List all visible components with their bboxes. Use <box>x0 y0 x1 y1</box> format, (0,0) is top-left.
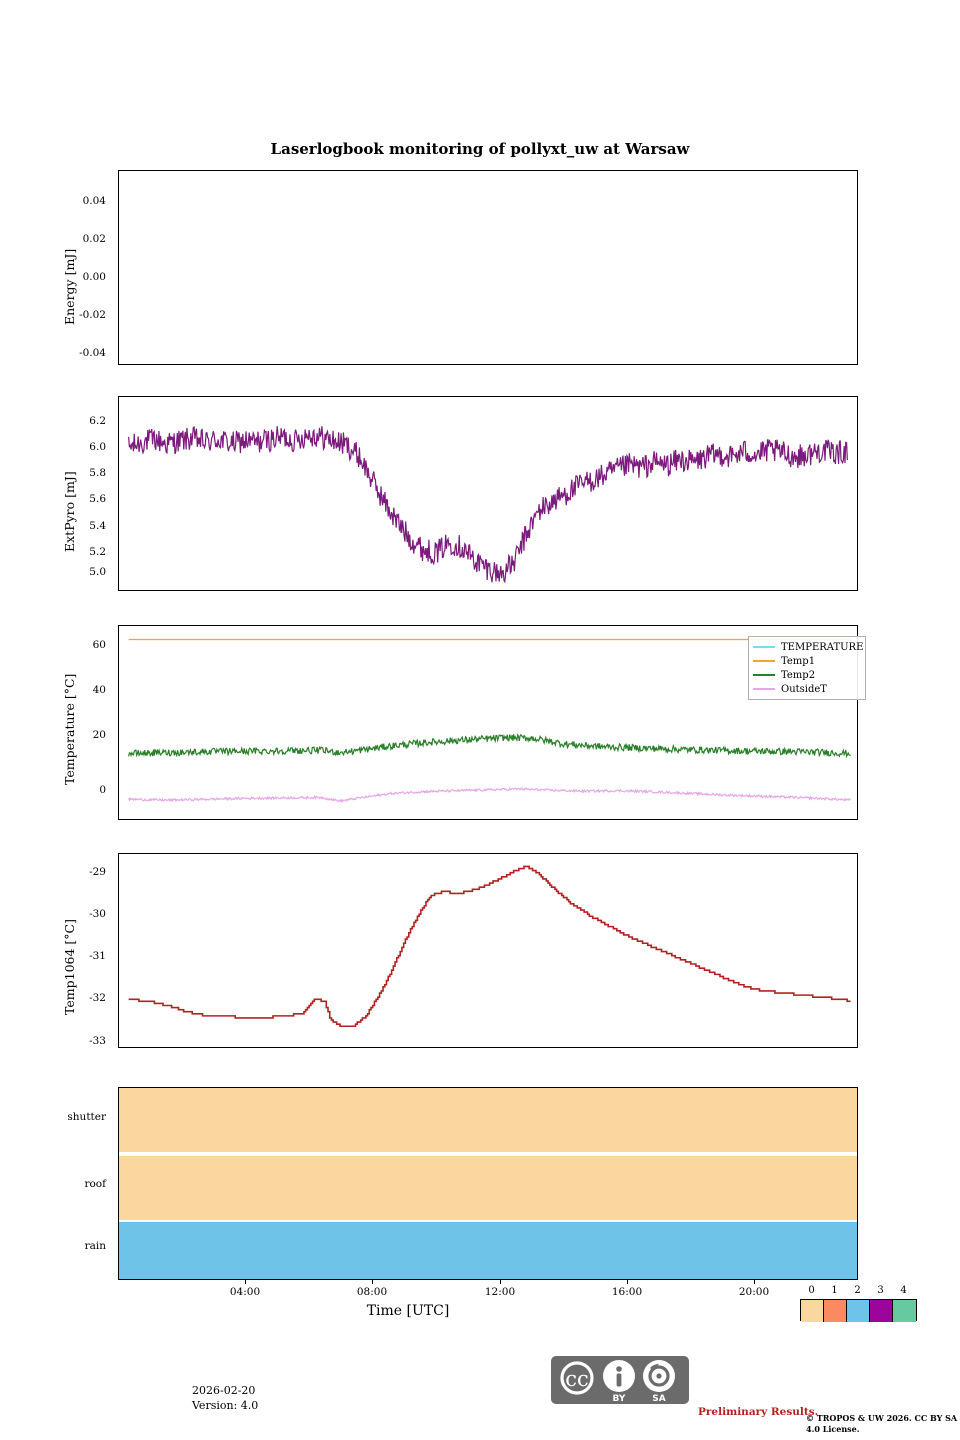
xtick-label: 16:00 <box>611 1286 643 1298</box>
cc-license-logo <box>551 1356 689 1404</box>
legend-item-temperature <box>753 640 864 654</box>
panel-temp1064 <box>118 853 858 1048</box>
colorbar-tick: 0 <box>808 1285 815 1296</box>
xtick-mark <box>500 1280 501 1284</box>
xtick-label: 08:00 <box>356 1286 388 1298</box>
extpyro-axis-label: ExtPyro [mJ] <box>62 471 77 552</box>
xtick-mark <box>754 1280 755 1284</box>
xtick-label: 20:00 <box>738 1286 770 1298</box>
panel-status <box>118 1087 858 1280</box>
temp1064-ytick: -29 <box>89 866 106 878</box>
colorbar-tick: 4 <box>900 1285 907 1296</box>
temperature-ytick: 20 <box>92 729 106 741</box>
legend-swatch-temp2 <box>753 674 775 677</box>
xtick-label: 04:00 <box>229 1286 261 1298</box>
extpyro-ytick: 5.0 <box>89 566 106 578</box>
legend-label-outsidet: OutsideT <box>781 683 827 695</box>
energy-ytick: 0.00 <box>82 271 106 283</box>
colorbar-cell-3 <box>870 1300 893 1322</box>
legend-item-outsidet <box>753 682 859 696</box>
panel-extpyro <box>118 396 858 591</box>
colorbar-cell-0 <box>801 1300 824 1322</box>
xtick-mark <box>372 1280 373 1284</box>
legend-item-temp2 <box>753 668 859 682</box>
energy-axis-label: Energy [mJ] <box>62 248 77 325</box>
extpyro-ytick: 5.8 <box>89 467 106 479</box>
temperature-ytick: 0 <box>99 784 106 796</box>
colorbar-tick: 3 <box>877 1285 884 1296</box>
xtick-mark <box>627 1280 628 1284</box>
extpyro-ytick: 5.2 <box>89 546 106 558</box>
legend-label-temp1: Temp1 <box>781 655 816 667</box>
footer-version: Version: 4.0 <box>192 1399 259 1412</box>
status-colorbar <box>800 1299 917 1321</box>
status-label-rain: rain <box>84 1240 106 1252</box>
svg-text:cc: cc <box>565 1367 589 1391</box>
status-row-shutter <box>119 1088 857 1152</box>
legend-label-temp2: Temp2 <box>781 669 816 681</box>
colorbar-tick: 2 <box>854 1285 861 1296</box>
energy-ytick: 0.02 <box>82 233 106 245</box>
panel-energy <box>118 170 858 365</box>
page-title: Laserlogbook monitoring of pollyxt_uw at Warsaw <box>270 140 690 158</box>
status-colorbar-ticks <box>800 1285 915 1296</box>
panel-temperature <box>118 625 858 820</box>
temperature-legend <box>748 636 866 700</box>
extpyro-ytick: 5.6 <box>89 493 106 505</box>
legend-label-temperature: TEMPERATURE <box>781 641 864 653</box>
temperature-ytick: 60 <box>92 639 106 651</box>
extpyro-ytick: 5.4 <box>89 520 106 532</box>
xtick-label: 12:00 <box>484 1286 516 1298</box>
temp1064-axis-label: Temp1064 [°C] <box>62 919 77 1015</box>
preliminary-notice: Preliminary Results. <box>698 1406 819 1418</box>
energy-ytick: -0.02 <box>79 309 106 321</box>
x-axis-label: Time [UTC] <box>366 1303 450 1319</box>
svg-text:SA: SA <box>652 1394 666 1404</box>
copyright-notice: © TROPOS & UW 2026. CC BY SA 4.0 License. <box>806 1413 958 1434</box>
temperature-axis-label: Temperature [°C] <box>62 673 77 785</box>
temp1064-ytick: -30 <box>89 908 106 920</box>
temp1064-ytick: -32 <box>89 992 106 1004</box>
legend-item-temp1 <box>753 654 859 668</box>
temperature-plot-area <box>119 626 857 819</box>
legend-swatch-temp1 <box>753 660 775 663</box>
xtick-mark <box>245 1280 246 1284</box>
colorbar-cell-4 <box>893 1300 916 1322</box>
status-row-roof <box>119 1156 857 1220</box>
energy-ytick: -0.04 <box>79 347 106 359</box>
extpyro-plot-area <box>119 397 857 590</box>
energy-plot-area <box>119 171 857 364</box>
energy-ytick: 0.04 <box>82 195 106 207</box>
status-label-shutter: shutter <box>67 1111 106 1123</box>
footer-date: 2026-02-20 <box>192 1384 256 1397</box>
extpyro-ytick: 6.2 <box>89 415 106 427</box>
series-outsidet <box>129 788 851 802</box>
series-extpyro <box>129 426 848 582</box>
temp1064-plot-area <box>119 854 857 1047</box>
series-temp1064 <box>129 866 851 1026</box>
series-temp2 <box>129 734 851 756</box>
legend-swatch-outsidet <box>753 688 775 691</box>
svg-text:BY: BY <box>612 1394 626 1404</box>
temp1064-ytick: -33 <box>89 1035 106 1047</box>
status-label-roof: roof <box>84 1178 106 1190</box>
temp1064-ytick: -31 <box>89 950 106 962</box>
legend-swatch-temperature <box>753 646 775 649</box>
status-row-rain <box>119 1222 857 1279</box>
colorbar-tick: 1 <box>831 1285 838 1296</box>
colorbar-cell-2 <box>847 1300 870 1322</box>
temperature-ytick: 40 <box>92 684 106 696</box>
extpyro-ytick: 6.0 <box>89 441 106 453</box>
colorbar-cell-1 <box>824 1300 847 1322</box>
